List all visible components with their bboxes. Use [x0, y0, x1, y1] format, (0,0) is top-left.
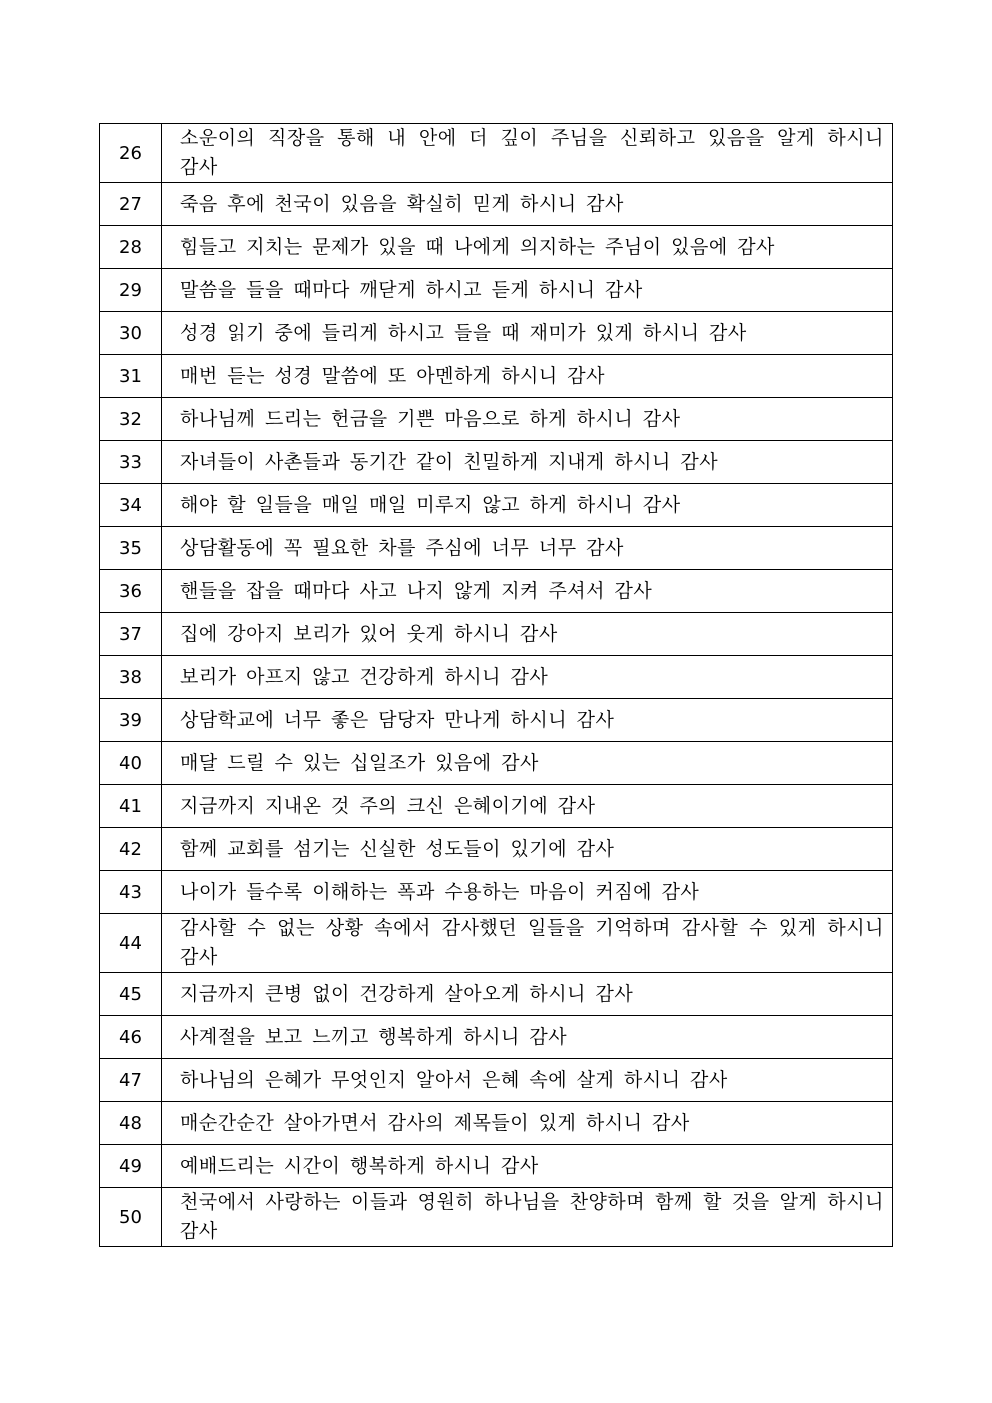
table-row: [100, 226, 893, 269]
row-text: 매순간순간 살아가면서 감사의 제목들이 있게 하시니 감사: [162, 1102, 893, 1145]
row-number: 31: [100, 355, 162, 398]
row-text: 하나님의 은혜가 무엇인지 알아서 은혜 속에 살게 하시니 감사: [162, 1059, 893, 1102]
row-text: 감사할 수 없는 상황 속에서 감사했던 일들을 기억하며 감사할 수 있게 하시니 감사: [162, 914, 893, 973]
row-text: 집에 강아지 보리가 있어 웃게 하시니 감사: [162, 613, 893, 656]
table-row: [100, 914, 893, 973]
row-number: 26: [100, 124, 162, 183]
row-text: 자녀들이 사촌들과 동기간 같이 친밀하게 지내게 하시니 감사: [162, 441, 893, 484]
table-row: [100, 742, 893, 785]
row-text: 천국에서 사랑하는 이들과 영원히 하나님을 찬양하며 함께 할 것을 알게 하시니 감사: [162, 1188, 893, 1247]
gratitude-list-table: [99, 123, 893, 1247]
row-number: 40: [100, 742, 162, 785]
table-row: [100, 828, 893, 871]
row-number: 35: [100, 527, 162, 570]
table-row: [100, 269, 893, 312]
row-text: 하나님께 드리는 헌금을 기쁜 마음으로 하게 하시니 감사: [162, 398, 893, 441]
row-number: 27: [100, 183, 162, 226]
row-text: 지금까지 큰병 없이 건강하게 살아오게 하시니 감사: [162, 973, 893, 1016]
row-text: 해야 할 일들을 매일 매일 미루지 않고 하게 하시니 감사: [162, 484, 893, 527]
row-number: 30: [100, 312, 162, 355]
table-body: [100, 124, 893, 1247]
table-row: [100, 1059, 893, 1102]
table-row: [100, 398, 893, 441]
row-number: 43: [100, 871, 162, 914]
table-row: [100, 785, 893, 828]
row-text: 상담활동에 꼭 필요한 차를 주심에 너무 너무 감사: [162, 527, 893, 570]
row-number: 38: [100, 656, 162, 699]
row-text: 상담학교에 너무 좋은 담당자 만나게 하시니 감사: [162, 699, 893, 742]
row-text: 보리가 아프지 않고 건강하게 하시니 감사: [162, 656, 893, 699]
row-text: 핸들을 잡을 때마다 사고 나지 않게 지켜 주셔서 감사: [162, 570, 893, 613]
table-row: [100, 441, 893, 484]
row-number: 46: [100, 1016, 162, 1059]
table-row: [100, 312, 893, 355]
table-row: [100, 699, 893, 742]
row-number: 50: [100, 1188, 162, 1247]
table-row: [100, 1145, 893, 1188]
row-text: 함께 교회를 섬기는 신실한 성도들이 있기에 감사: [162, 828, 893, 871]
row-text: 힘들고 지치는 문제가 있을 때 나에게 의지하는 주님이 있음에 감사: [162, 226, 893, 269]
table-row: [100, 1188, 893, 1247]
row-number: 32: [100, 398, 162, 441]
table-row: [100, 570, 893, 613]
row-number: 48: [100, 1102, 162, 1145]
table-row: [100, 613, 893, 656]
row-text: 예배드리는 시간이 행복하게 하시니 감사: [162, 1145, 893, 1188]
row-number: 45: [100, 973, 162, 1016]
row-number: 36: [100, 570, 162, 613]
table-row: [100, 973, 893, 1016]
table-row: [100, 355, 893, 398]
row-text: 지금까지 지내온 것 주의 크신 은혜이기에 감사: [162, 785, 893, 828]
table-row: [100, 656, 893, 699]
row-text: 죽음 후에 천국이 있음을 확실히 믿게 하시니 감사: [162, 183, 893, 226]
row-text: 말씀을 들을 때마다 깨닫게 하시고 듣게 하시니 감사: [162, 269, 893, 312]
table-row: [100, 183, 893, 226]
row-number: 44: [100, 914, 162, 973]
row-number: 29: [100, 269, 162, 312]
row-number: 39: [100, 699, 162, 742]
row-number: 42: [100, 828, 162, 871]
table-row: [100, 484, 893, 527]
document-page: [99, 123, 893, 1247]
table-row: [100, 1016, 893, 1059]
row-number: 47: [100, 1059, 162, 1102]
row-text: 성경 읽기 중에 들리게 하시고 들을 때 재미가 있게 하시니 감사: [162, 312, 893, 355]
row-text: 소운이의 직장을 통해 내 안에 더 깊이 주님을 신뢰하고 있음을 알게 하시니 감사: [162, 124, 893, 183]
table-row: [100, 871, 893, 914]
row-number: 49: [100, 1145, 162, 1188]
row-text: 사계절을 보고 느끼고 행복하게 하시니 감사: [162, 1016, 893, 1059]
table-row: [100, 1102, 893, 1145]
row-text: 나이가 들수록 이해하는 폭과 수용하는 마음이 커짐에 감사: [162, 871, 893, 914]
table-row: [100, 527, 893, 570]
table-row: [100, 124, 893, 183]
row-number: 33: [100, 441, 162, 484]
row-text: 매번 듣는 성경 말씀에 또 아멘하게 하시니 감사: [162, 355, 893, 398]
row-number: 28: [100, 226, 162, 269]
row-number: 34: [100, 484, 162, 527]
row-number: 37: [100, 613, 162, 656]
row-text: 매달 드릴 수 있는 십일조가 있음에 감사: [162, 742, 893, 785]
row-number: 41: [100, 785, 162, 828]
